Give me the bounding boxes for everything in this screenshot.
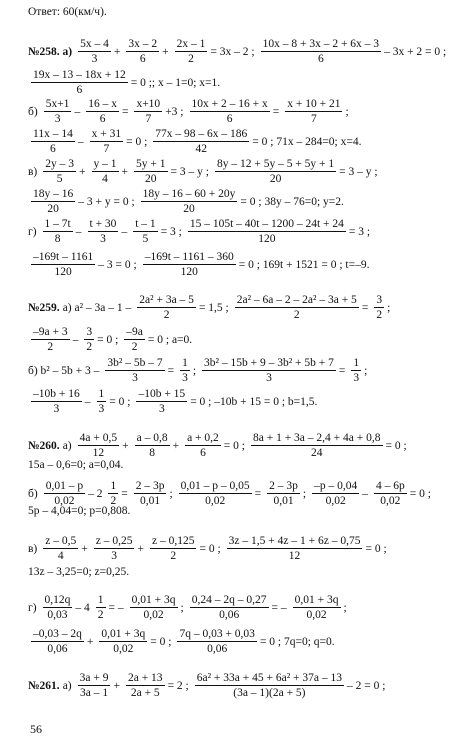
fraction-numerator: x + 10 + 21 (285, 98, 342, 112)
expression-text: – (121, 225, 128, 238)
expression-text: + (79, 165, 86, 178)
expression-text: = 0 ;; x – 1=0; x=1. (130, 76, 221, 89)
fraction-denominator: 20 (145, 173, 157, 186)
fraction-denominator: 0,02 (325, 495, 346, 508)
expression-text: + (81, 542, 88, 555)
fraction (177, 628, 257, 655)
expression-text: – (77, 135, 84, 148)
fraction-denominator: 42 (195, 143, 208, 156)
fraction-numerator: 1 (96, 594, 106, 608)
expression-text: = (121, 105, 129, 118)
fraction (180, 357, 190, 384)
expression-text: + (122, 439, 129, 452)
fraction-denominator: 8 (54, 233, 61, 246)
fraction (188, 218, 346, 245)
fraction (137, 294, 196, 321)
exercise-number: №260. (28, 439, 60, 452)
fraction-numerator: –9a + 3 (31, 326, 70, 340)
expression-text: ; (343, 601, 347, 614)
fraction (195, 672, 344, 699)
fraction (99, 628, 147, 655)
fraction-numerator: 2a² + 3a – 5 (137, 294, 196, 308)
expression-text: в) (28, 542, 38, 555)
fraction-numerator: 1 (97, 388, 107, 402)
fraction (185, 432, 221, 459)
equation-line (28, 628, 458, 655)
equation-line (28, 251, 458, 278)
fraction (202, 357, 336, 384)
fraction (31, 628, 84, 655)
fraction-numerator: 7q – 0,03 + 0,03 (177, 628, 257, 642)
fraction-denominator: 0,01 (140, 495, 161, 508)
fraction (141, 188, 238, 215)
fraction-numerator: a – 0,8 (135, 432, 170, 446)
fraction-denominator: 0,02 (113, 643, 134, 656)
fraction-numerator: 2 – 3p (134, 480, 167, 494)
fraction (31, 128, 75, 155)
fraction (134, 158, 168, 185)
expression-text: = (272, 105, 280, 118)
expression-text: = 0 ; (126, 135, 148, 148)
fraction-numerator: 0,12q (43, 594, 73, 608)
fraction-numerator: 5x+1 (44, 98, 72, 112)
equation-line (28, 594, 458, 621)
fraction-denominator: 7 (145, 113, 152, 126)
expression-text: – 3x + 2 = 0 ; (384, 45, 447, 58)
expression-text: = 0 ; (409, 487, 431, 500)
fraction-denominator: 12 (288, 550, 301, 563)
fraction-numerator: x + 31 (90, 128, 124, 142)
fraction-denominator: 0,02 (380, 495, 401, 508)
fraction-denominator: 3 (100, 233, 106, 246)
fraction (190, 98, 270, 125)
fraction-denominator: 6 (76, 84, 83, 97)
fraction-numerator: z – 0,5 (43, 535, 78, 549)
fraction-denominator: 120 (180, 266, 198, 279)
fraction-numerator: 18y – 16 (31, 188, 75, 202)
expression-text: + (137, 542, 144, 555)
fraction (86, 98, 119, 125)
fraction-numerator: 6a² + 33a + 45 + 6a² + 37a – 13 (195, 672, 344, 686)
expression-text: ; (180, 601, 184, 614)
expression-text: + (113, 679, 120, 692)
fraction-numerator: 10x – 8 + 3x – 2 + 6x – 3 (261, 38, 381, 52)
expression-text: = 0 ; (199, 542, 221, 555)
fraction (374, 294, 384, 321)
fraction-numerator: –10b + 15 (136, 388, 187, 402)
answer-text: Ответ: 60(км/ч). (28, 6, 107, 18)
expression-text: – 4 (75, 601, 90, 614)
fraction (133, 218, 157, 245)
fraction-denominator: 20 (269, 173, 282, 186)
fraction-denominator: 24 (310, 447, 323, 460)
expression-text: + (86, 635, 94, 648)
fraction (97, 388, 107, 415)
expression-text: = 0 ; a=0. (147, 333, 193, 346)
fraction-numerator: –0,03 – 2q (31, 628, 84, 642)
expression-text: ; (387, 301, 391, 314)
fraction-numerator: 4 – 6p (374, 480, 407, 494)
fraction-denominator: 0,01 (273, 495, 294, 508)
fraction (31, 188, 75, 215)
expression-text: = 0 ; 169t + 1521 = 0 ; t=–9. (238, 258, 370, 271)
fraction (124, 326, 145, 353)
fraction (374, 480, 407, 507)
expression-text: ; (364, 364, 368, 377)
equation-line (28, 294, 458, 321)
answer-line (28, 6, 458, 18)
fraction-denominator: 0,02 (143, 609, 164, 622)
fraction (96, 594, 106, 621)
fraction-numerator: –p – 0,04 (312, 480, 359, 494)
fraction-denominator: 0,02 (54, 495, 75, 508)
fraction-denominator: 20 (183, 203, 195, 216)
expression-text: = 0 ; 7q=0; q=0. (259, 635, 335, 648)
equation-line (28, 188, 458, 215)
expression-text: ; (192, 364, 197, 377)
fraction-numerator: 2a + 13 (126, 672, 165, 686)
fraction-denominator: 2 (293, 309, 300, 322)
fraction (44, 98, 72, 125)
fraction-numerator: 0,01 + 3q (99, 628, 147, 642)
expression-text: г) (28, 601, 37, 614)
fraction (267, 480, 300, 507)
expression-text: = (254, 487, 262, 500)
expression-text: = 0 ; 71x – 284=0; x=4. (252, 135, 362, 148)
expression-text: б) (28, 105, 38, 118)
fraction-numerator: z – 0,25 (94, 535, 135, 549)
expression-text: = 0 ; (365, 542, 387, 555)
fraction-denominator: 2 (110, 495, 117, 508)
fraction-denominator: 120 (258, 233, 276, 246)
fraction (190, 594, 269, 621)
expression-text: – 2 = 0 ; (347, 679, 386, 692)
equation-line (28, 218, 458, 245)
fraction (235, 294, 359, 321)
fraction-denominator: 0,06 (219, 609, 240, 622)
fraction-numerator: 2 – 3p (267, 480, 300, 494)
fraction-denominator: 12 (92, 447, 105, 460)
fraction (134, 480, 167, 507)
expression-text: 13z – 3,25=0; z=0,25. (28, 566, 130, 578)
fraction-denominator: 0,02 (306, 609, 327, 622)
expression-text: = 3 ; (160, 225, 182, 238)
fraction-numerator: 0,01 + 3q (293, 594, 341, 608)
fraction-denominator: 2 (188, 53, 194, 66)
fraction-denominator: 3 (158, 403, 165, 416)
fraction-denominator: 6 (139, 53, 146, 66)
fraction-numerator: y – 1 (92, 158, 119, 172)
expression-text: ; (302, 487, 307, 500)
fraction-denominator: 6 (317, 53, 324, 66)
fraction-numerator: 19x – 13 – 18x + 12 (31, 69, 128, 83)
expression-text: – (84, 395, 91, 408)
expression-text: = 3 ; (348, 225, 371, 238)
equation-line (28, 459, 458, 471)
fraction-numerator: x+10 (134, 98, 162, 112)
expression-text: = 0 ; (97, 333, 119, 346)
fraction-numerator: 1 (108, 480, 118, 494)
fraction-numerator: 10x + 2 – 16 + x (190, 98, 270, 112)
expression-text: = 3 – y ; (170, 165, 209, 178)
fraction-denominator: 6 (50, 143, 56, 156)
fraction-numerator: 18y – 16 – 60 + 20y (141, 188, 238, 202)
expression-text: а) (62, 439, 72, 452)
fraction (78, 432, 119, 459)
fraction-denominator: 0,02 (205, 495, 226, 508)
fraction (126, 672, 165, 699)
expression-text: +3 ; (165, 105, 184, 118)
fraction-denominator: 5 (56, 173, 63, 186)
expression-text: – (74, 105, 81, 118)
expression-text: = (338, 364, 346, 377)
fraction (92, 158, 119, 185)
fraction (134, 98, 162, 125)
fraction (215, 158, 336, 185)
fraction (108, 480, 118, 507)
fraction-numerator: 3b² – 15b + 9 – 3b² + 5b + 7 (202, 357, 336, 371)
fraction (135, 432, 170, 459)
fraction (43, 218, 73, 245)
fraction-denominator: 7 (310, 113, 317, 126)
fraction-numerator: 0,24 – 2q – 0,27 (190, 594, 269, 608)
fraction-denominator: 3 (266, 372, 272, 385)
expression-text: а) (62, 679, 72, 692)
expression-text: = (167, 364, 175, 377)
fraction (44, 480, 85, 507)
fraction-numerator: t – 1 (133, 218, 157, 232)
fraction-numerator: 3z – 1,5 + 4z – 1 + 6z – 0,75 (227, 535, 363, 549)
fraction (105, 357, 164, 384)
fraction-denominator: 0,03 (47, 609, 68, 622)
fraction-denominator: 6 (226, 113, 233, 126)
fraction-numerator: –169t – 1161 (31, 251, 95, 265)
fraction-numerator: 2x – 1 (175, 38, 208, 52)
fraction (227, 535, 363, 562)
fraction-denominator: 2 (131, 341, 138, 354)
fraction-numerator: 3x – 2 (126, 38, 159, 52)
fraction-denominator: 2 (47, 341, 54, 354)
expression-text: г) (28, 225, 37, 238)
fraction-denominator: 20 (47, 203, 59, 216)
equation-line (28, 480, 458, 507)
equation-line (28, 566, 458, 578)
equation-line (28, 388, 458, 415)
fraction-numerator: –9a (124, 326, 145, 340)
fraction-numerator: 3a + 9 (78, 672, 111, 686)
fraction-denominator: 4 (57, 550, 64, 563)
fraction (43, 535, 78, 562)
fraction-numerator: 1 (351, 357, 361, 371)
equation-line (28, 505, 458, 517)
fraction-denominator: 3 (182, 372, 188, 385)
expression-text: б) b² – 5b + 3 – (28, 364, 100, 377)
fraction (261, 38, 381, 65)
expression-text: – 3 + y = 0 ; (78, 195, 135, 208)
fraction (153, 128, 249, 155)
expression-text: + (162, 45, 169, 58)
fraction (150, 535, 196, 562)
fraction-denominator: 7 (103, 143, 110, 156)
expression-text: = 2 ; (167, 679, 189, 692)
fraction (94, 535, 135, 562)
exercise-number: №259. (28, 301, 60, 314)
fraction-numerator: 3b² – 5b – 7 (105, 357, 164, 371)
expression-text: б) (28, 487, 38, 500)
fraction-denominator: 2 (170, 550, 177, 563)
fraction (351, 357, 361, 384)
fraction-denominator: 4 (102, 173, 108, 186)
fraction (175, 38, 208, 65)
fraction (43, 158, 76, 185)
expression-text: 5p – 4,04=0; p=0,808. (28, 505, 131, 517)
fraction-numerator: 1 – 7t (43, 218, 73, 232)
equation-line (28, 69, 458, 96)
exercise-number: №258. а) (28, 45, 73, 58)
expression-text: + (121, 165, 129, 178)
fraction (251, 432, 383, 459)
fraction-denominator: 5 (142, 233, 149, 246)
fraction-numerator: 8y – 12 + 5y – 5 + 5y + 1 (215, 158, 336, 172)
fraction-denominator: 2a + 5 (130, 687, 160, 700)
expression-text: + (172, 439, 180, 452)
fraction-numerator: a + 0,2 (185, 432, 221, 446)
fraction-numerator: 4a + 0,5 (78, 432, 119, 446)
fraction (31, 251, 95, 278)
fraction-numerator: 2y – 3 (43, 158, 76, 172)
fraction-numerator: 2a² – 6a – 2 – 2a² – 3a + 5 (235, 294, 359, 308)
fraction-denominator: 2 (97, 609, 104, 622)
fraction (88, 218, 119, 245)
equation-line (28, 535, 458, 562)
fraction-numerator: 3 (84, 326, 94, 340)
fraction (90, 128, 124, 155)
expression-text: – 2 (88, 487, 103, 500)
fraction-denominator: 3 (111, 550, 117, 563)
equation-line (28, 98, 458, 125)
equation-line (28, 357, 458, 384)
expression-text: в) (28, 165, 38, 178)
expression-text: = – (271, 601, 287, 614)
fraction-numerator: t + 30 (88, 218, 119, 232)
expression-text: + (113, 45, 121, 58)
fraction-numerator: 3 (374, 294, 384, 308)
fraction-numerator: 5x – 4 (78, 38, 111, 52)
fraction-numerator: 1 (180, 357, 190, 371)
fraction-denominator: 120 (54, 266, 72, 279)
fraction-numerator: 5y + 1 (134, 158, 168, 172)
fraction (179, 480, 252, 507)
fraction (31, 69, 128, 96)
fraction-numerator: 77x – 98 – 6x – 186 (153, 128, 249, 142)
expression-text: = 0 ; (385, 439, 407, 452)
expression-text: – (75, 225, 82, 238)
equation-line (28, 672, 458, 699)
expression-text: – (72, 333, 79, 346)
fraction-denominator: 0,06 (207, 643, 228, 656)
fraction-numerator: 8a + 1 + 3a – 2,4 + 4a + 0,8 (251, 432, 383, 446)
fraction (84, 326, 94, 353)
expression-text: – 3 = 0 ; (98, 258, 137, 271)
expression-text: = 1,5 ; (198, 301, 229, 314)
fraction-numerator: 11x – 14 (31, 128, 75, 142)
fraction-denominator: 3 (54, 113, 61, 126)
expression-text: 15a – 0,6=0; a=0,04. (28, 459, 124, 471)
expression-text: ; (345, 105, 349, 118)
expression-text: = – (108, 601, 124, 614)
fraction (78, 38, 111, 65)
fraction (78, 672, 111, 699)
fraction-numerator: 0,01 – p – 0,05 (179, 480, 252, 494)
expression-text: = 0 ; (223, 439, 245, 452)
expression-text: – (362, 487, 368, 500)
fraction-denominator: 0,06 (47, 643, 68, 656)
fraction-denominator: 3 (53, 403, 60, 416)
equation-line (28, 432, 458, 459)
fraction (31, 326, 70, 353)
fraction-denominator: 2 (86, 341, 93, 354)
fraction-denominator: 3 (98, 403, 105, 416)
page-number: 56 (30, 722, 42, 736)
fraction-numerator: –169t – 1161 – 360 (143, 251, 236, 265)
fraction-denominator: 3 (132, 372, 138, 385)
expression-text: = 0 ; (150, 635, 172, 648)
fraction (285, 98, 342, 125)
equation-line (28, 128, 458, 155)
fraction (136, 388, 187, 415)
equation-line (28, 158, 458, 185)
fraction-numerator: 16 – x (86, 98, 119, 112)
expression-text: ; (169, 487, 173, 500)
fraction (126, 38, 159, 65)
fraction-denominator: 6 (200, 447, 206, 460)
exercise-number: №261. (28, 679, 60, 692)
fraction-numerator: 15 – 105t – 40t – 1200 – 24t + 24 (188, 218, 346, 232)
fraction-denominator: (3a – 1)(2a + 5) (233, 687, 306, 700)
fraction (130, 594, 178, 621)
expression-text: = 0 ; 38y – 76=0; y=2. (240, 195, 344, 208)
fraction (43, 594, 73, 621)
expression-text: = (361, 301, 369, 314)
fraction-denominator: 3 (353, 372, 360, 385)
equation-line (28, 326, 458, 353)
expression-text: = 3 – y ; (339, 165, 378, 178)
expression-text: а) a² – 3a – 1 – (62, 301, 132, 314)
fraction (293, 594, 341, 621)
fraction-numerator: –10b + 16 (31, 388, 82, 402)
fraction-denominator: 6 (99, 113, 106, 126)
expression-text: = 3x – 2 ; (210, 45, 255, 58)
fraction-numerator: 0,01 – p (44, 480, 85, 494)
fraction-denominator: 2 (376, 309, 383, 322)
fraction-denominator: 8 (149, 447, 155, 460)
fraction-denominator: 3 (91, 53, 98, 66)
expression-text: = 0 ; (109, 395, 131, 408)
fraction-denominator: 2 (163, 309, 170, 322)
fraction (143, 251, 236, 278)
fraction-denominator: 3a – 1 (79, 687, 109, 700)
equation-line (28, 38, 458, 65)
fraction-numerator: 0,01 + 3q (130, 594, 178, 608)
fraction (31, 388, 82, 415)
fraction (312, 480, 359, 507)
expression-text: = (121, 487, 128, 500)
expression-text: = 0 ; –10b + 15 = 0 ; b=1,5. (190, 395, 318, 408)
fraction-numerator: z – 0,125 (150, 535, 196, 549)
